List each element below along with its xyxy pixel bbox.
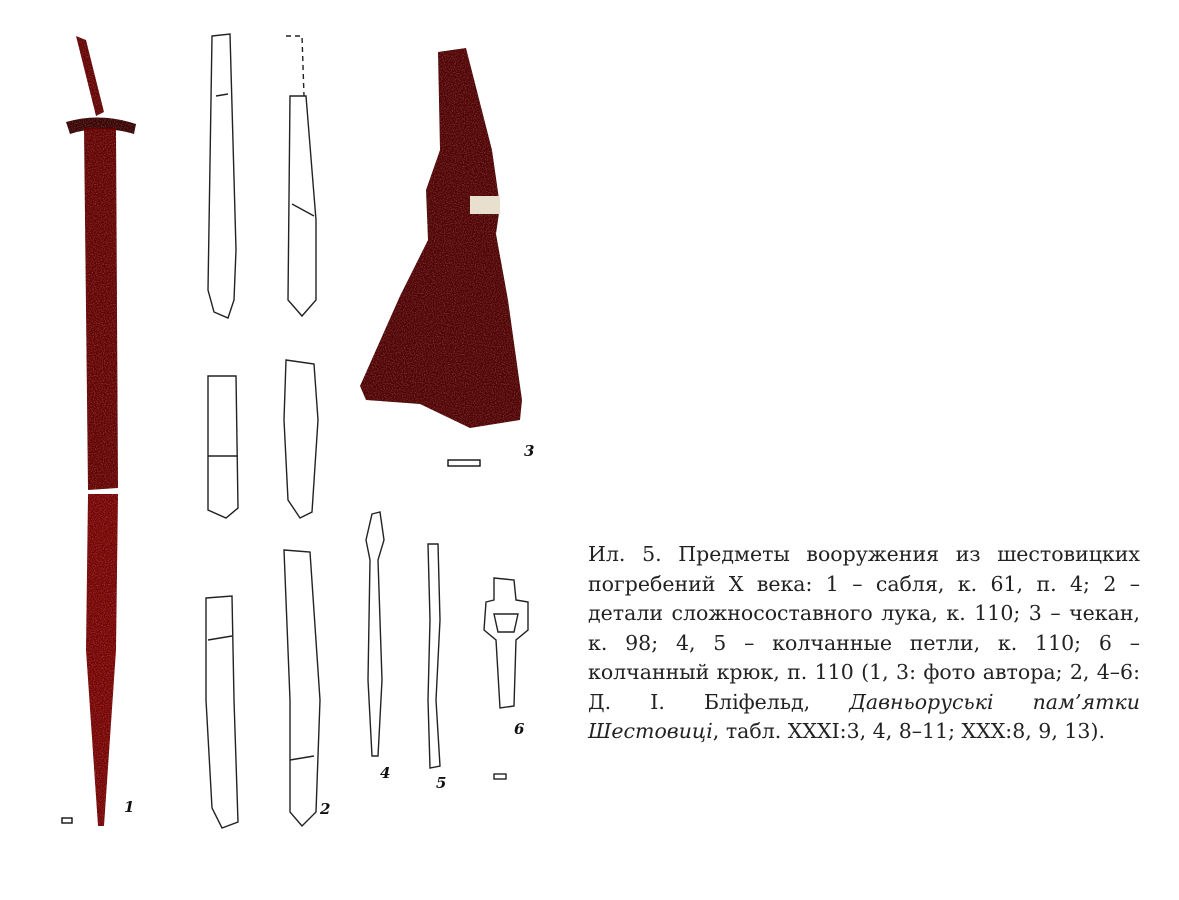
sabre-blade-upper — [84, 128, 118, 490]
caption-text-part2: , табл. XXXI:3, 4, 8–11; XXX:8, 9, 13). — [712, 719, 1105, 743]
scale-bar-3 — [448, 460, 480, 466]
bow-parts-drawing — [206, 34, 320, 828]
figure-number-2: 2 — [320, 800, 331, 818]
figure-svg — [0, 0, 560, 896]
sabre-image — [66, 36, 136, 826]
figure-plate — [0, 0, 560, 896]
quiver-loops-drawing — [366, 512, 440, 768]
axe-body — [360, 48, 522, 428]
figure-number-4: 4 — [380, 764, 391, 782]
figure-caption — [588, 540, 1140, 747]
sabre-grip — [76, 36, 104, 116]
caption-text-part1: Ил. 5. Предметы вооружения из шестовицких погребений X века: 1 – сабля, к. 61, п. 4; 2 – детали сложносоставного лука, к. 110; 3 – чекан, к. 98; 4, 5 – колчанные петли, к. 110; 6 – колчанный крюк, п. 110 (1, 3: фото автора; 2, 4–6: Д. І. Бліфельд, — [588, 542, 1140, 714]
axe-image — [360, 48, 522, 428]
axe-label-tag — [470, 196, 500, 214]
figure-number-6: 6 — [514, 720, 525, 738]
quiver-hook-drawing — [484, 578, 528, 708]
scale-bar-1 — [62, 818, 72, 823]
sabre-blade-lower — [86, 494, 118, 826]
figure-number-5: 5 — [436, 774, 447, 792]
figure-number-1: 1 — [124, 798, 135, 816]
caption-source-title: Давньоруські пам’ятки Шестовиці — [588, 689, 1140, 743]
scale-bar-6 — [494, 774, 506, 779]
figure-number-3: 3 — [524, 442, 535, 460]
